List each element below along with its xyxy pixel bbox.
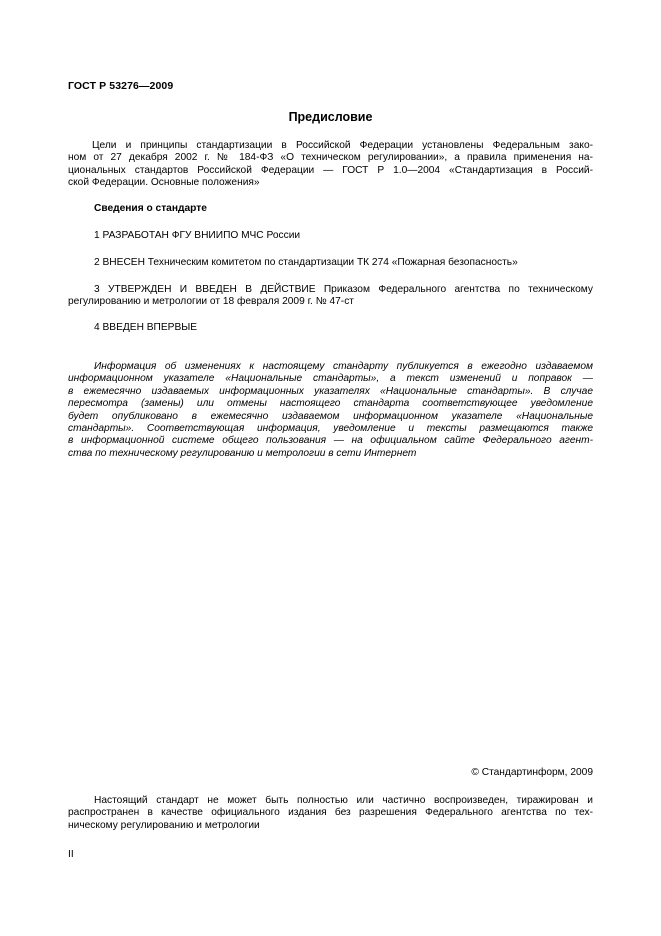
reproduction-line: ническому регулированию и метрологии [68, 819, 260, 831]
item-first-introduced: 4 ВВЕДЕН ВПЕРВЫЕ [94, 322, 198, 333]
notice-line: информационном указателе «Национальные стандарты», а текст изменений и поправок — [68, 373, 593, 385]
page-number: II [68, 849, 74, 860]
notice-line: будет опубликовано в ежемесячно издаваемом информационном указателе «Национальные [68, 410, 593, 422]
item-approved [68, 284, 593, 309]
notice-line: в ежемесячно издаваемых информационных указателях «Национальные стандарты». В случае [68, 385, 593, 397]
info-heading: Сведения о стандарте [94, 203, 207, 214]
reproduction-line: Настоящий стандарт не может быть полностью или частично воспроизведен, тиражирован и [94, 795, 593, 806]
copyright: © Стандартинформ, 2009 [471, 767, 593, 778]
notice-paragraph [68, 361, 593, 460]
reproduction-line: распространен в качестве официального издания без разрешения Федерального агентства по тех- [68, 807, 593, 819]
notice-line: ства по техническому регулированию и метрологии в сети Интернет [68, 447, 417, 459]
notice-line: в информационной системе общего пользования — на официальном сайте Федерального агент- [68, 435, 593, 447]
page-title: Предисловие [288, 110, 373, 124]
item-approved-line: 3 УТВЕРЖДЕН И ВВЕДЕН В ДЕЙСТВИЕ Приказом Федерального агентства по техническому [94, 284, 593, 295]
item-approved-line: регулированию и метрологии от 18 февраля 2009 г. № 47-ст [68, 296, 354, 308]
intro-line: ской Федерации. Основные положения» [68, 177, 260, 189]
notice-line: стандарты». Соответствующая информация, уведомление и тексты размещаются также [68, 423, 593, 435]
intro-paragraph [68, 140, 593, 190]
notice-line: Информация об изменениях к настоящему стандарту публикуется в ежегодно издаваемом [94, 361, 593, 372]
intro-line: Цели и принципы стандартизации в Российской Федерации установлены Федеральным зако- [92, 140, 593, 151]
document-code: ГОСТ Р 53276—2009 [68, 80, 174, 92]
notice-line: пересмотра (замены) или отмены настоящего стандарта соответствующее уведомление [68, 398, 593, 410]
item-submitted: 2 ВНЕСЕН Техническим комитетом по стандартизации ТК 274 «Пожарная безопасность» [94, 257, 518, 268]
reproduction-paragraph [68, 795, 593, 832]
item-developed: 1 РАЗРАБОТАН ФГУ ВНИИПО МЧС России [94, 230, 301, 241]
intro-line: циональных стандартов Российской Федерации — ГОСТ Р 1.0—2004 «Стандартизация в Россий- [68, 164, 593, 176]
intro-line: ном от 27 декабря 2002 г. № 184-ФЗ «О техническом регулировании», а правила применения на- [68, 152, 593, 164]
